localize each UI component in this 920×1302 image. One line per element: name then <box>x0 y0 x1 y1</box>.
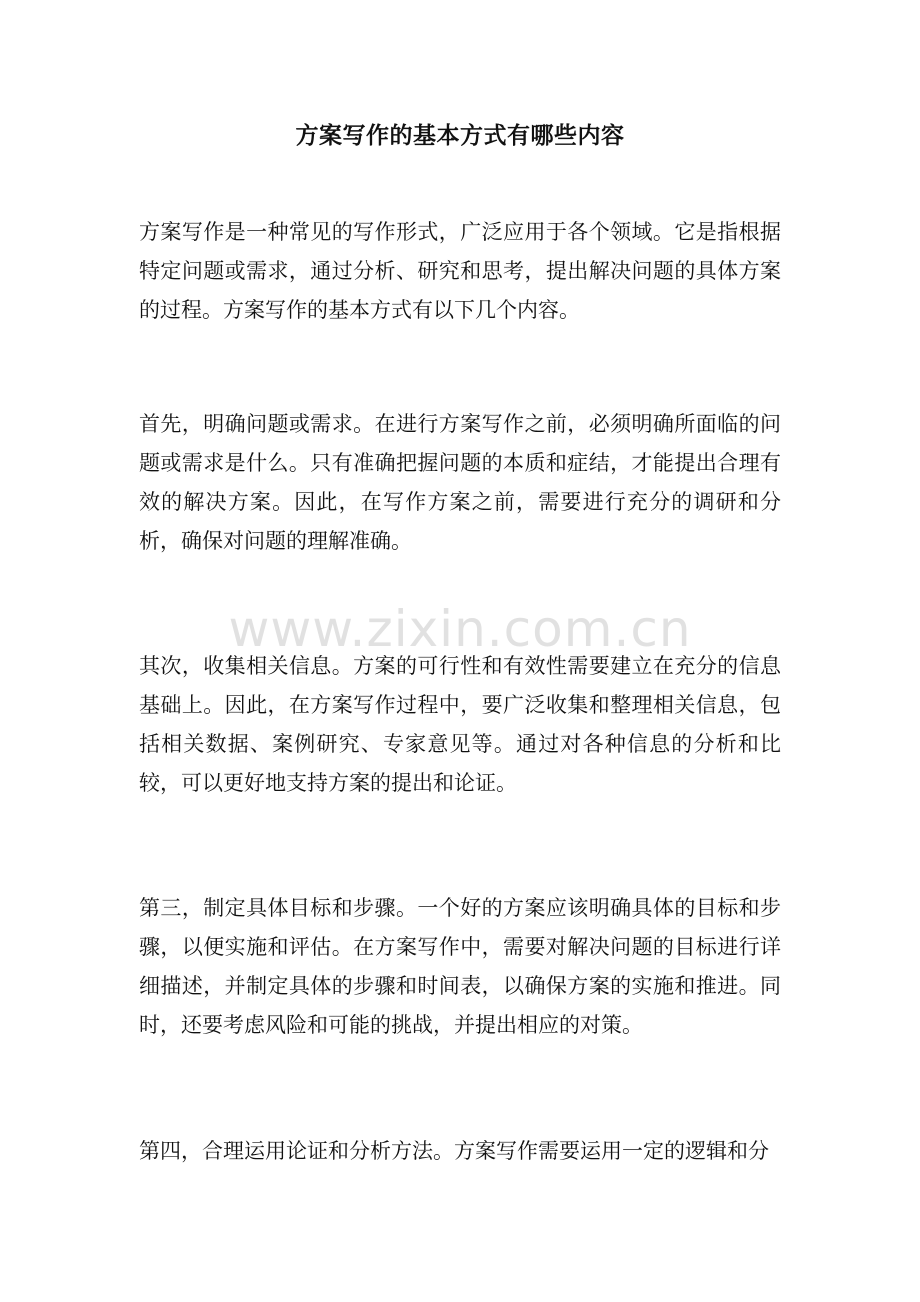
document-title: 方案写作的基本方式有哪些内容 <box>295 122 625 149</box>
paragraph-intro: 方案写作是一种常见的写作形式，广泛应用于各个领域。它是指根据特定问题或需求，通过分析、研究和思考，提出解决问题的具体方案的过程。方案写作的基本方式有以下几个内容。 <box>139 220 781 322</box>
paragraph-third: 第三，制定具体目标和步骤。一个好的方案应该明确具体的目标和步骤，以便实施和评估。在方案写作中，需要对解决问题的目标进行详细描述，并制定具体的步骤和时间表，以确保方案的实施和推进。同时，还要考虑风险和可能的挑战，并提出相应的对策。 <box>139 896 781 1037</box>
paragraph-fourth: 第四，合理运用论证和分析方法。方案写作需要运用一定的逻辑和分 <box>139 1139 769 1163</box>
paragraph-first: 首先，明确问题或需求。在进行方案写作之前，必须明确所面临的问题或需求是什么。只有准确把握问题的本质和症结，才能提出合理有效的解决方案。因此，在写作方案之前，需要进行充分的调研和分析，确保对问题的理解准确。 <box>139 412 781 553</box>
paragraph-second: 其次，收集相关信息。方案的可行性和有效性需要建立在充分的信息基础上。因此，在方案写作过程中，要广泛收集和整理相关信息，包括相关数据、案例研究、专家意见等。通过对各种信息的分析和比较，可以更好地支持方案的提出和论证。 <box>139 654 781 795</box>
watermark: www.zixin.com.cn <box>228 600 692 658</box>
